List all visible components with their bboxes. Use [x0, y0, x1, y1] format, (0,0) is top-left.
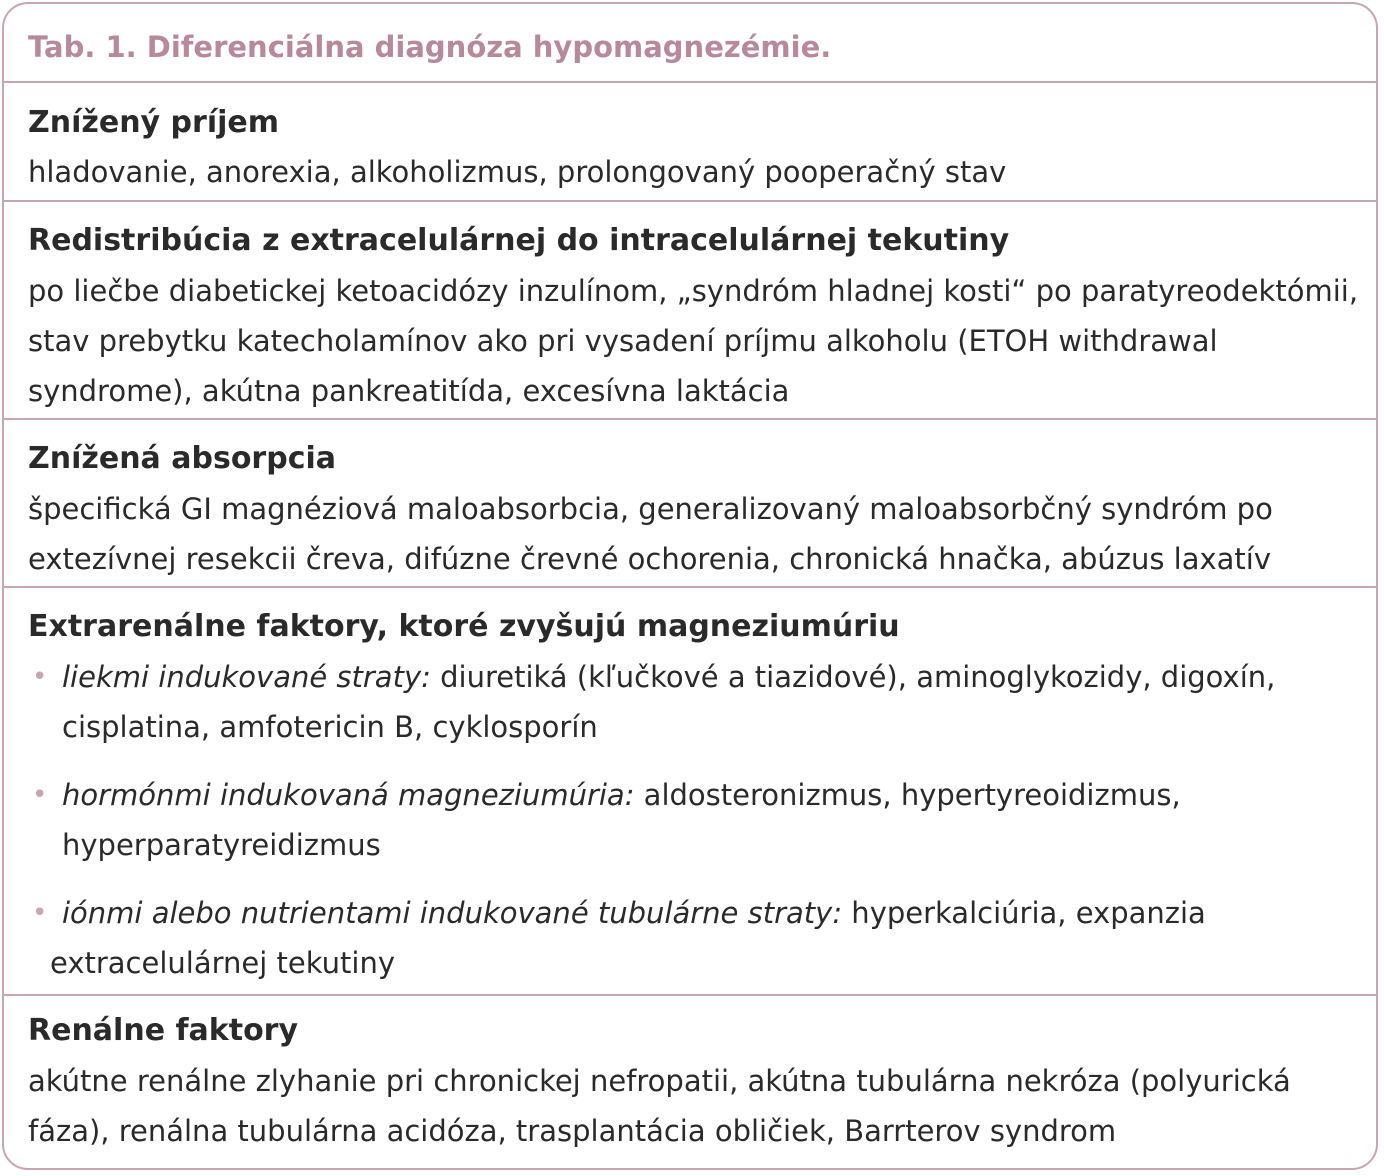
section-heading-absorption: Znížená absorpcia	[28, 441, 337, 476]
section-text: syndrome), akútna pankreatitída, excesívna laktácia	[28, 374, 790, 408]
section-text: po liečbe diabetickej ketoacidózy inzulínom, „syndróm hladnej kosti“ po paratyreodektómii,	[28, 274, 1359, 308]
bullet-continuation: extracelulárnej tekutiny	[50, 946, 395, 980]
divider	[4, 418, 1376, 420]
bullet-item: • liekmi indukované straty: diuretiká (kľučkové a tiazidové), aminoglykozidy, digoxín,	[32, 652, 1275, 702]
section-text: špecifická GI magnéziová maloabsorbcia, generalizovaný maloabsorbčný syndróm po	[28, 492, 1273, 526]
section-text: fáza), renálna tubulárna acidóza, trasplantácia obličiek, Barrterov syndrom	[28, 1114, 1117, 1148]
section-text: stav prebytku katecholamínov ako pri vysadení príjmu alkoholu (ETOH withdrawal	[28, 324, 1218, 358]
section-heading-renal: Renálne faktory	[28, 1013, 299, 1048]
section-text: extezívnej resekcii čreva, difúzne črevné ochorenia, chronická hnačka, abúzus laxatív	[28, 542, 1272, 576]
divider	[4, 586, 1376, 588]
bullet-dot-icon: •	[32, 662, 48, 692]
divider	[4, 81, 1376, 83]
table-frame	[2, 2, 1378, 1170]
section-heading-redistribution: Redistribúcia z extracelulárnej do intracelulárnej tekutiny	[28, 223, 1010, 258]
section-heading-extrarenal: Extrarenálne faktory, ktoré zvyšujú magneziumúriu	[28, 609, 900, 644]
section-text: akútne renálne zlyhanie pri chronickej nefropatii, akútna tubulárna nekróza (polyurická	[28, 1064, 1291, 1098]
bullet-dot-icon: •	[32, 780, 48, 810]
bullet-continuation: cisplatina, amfotericin B, cyklosporín	[62, 710, 598, 744]
bullet-item: • hormónmi indukovaná magneziumúria: aldosteronizmus, hypertyreoidizmus,	[32, 770, 1181, 820]
section-text: hladovanie, anorexia, alkoholizmus, prolongovaný pooperačný stav	[28, 155, 1007, 189]
bullet-continuation: hyperparatyreidizmus	[62, 828, 381, 862]
section-heading-intake: Znížený príjem	[28, 105, 280, 140]
divider	[4, 994, 1376, 996]
bullet-dot-icon: •	[32, 898, 48, 928]
divider	[4, 200, 1376, 202]
bullet-item: • iónmi alebo nutrientami indukované tubulárne straty: hyperkalciúria, expanzia	[32, 888, 1206, 938]
table-title: Tab. 1. Diferenciálna diagnóza hypomagnezémie.	[28, 30, 832, 64]
